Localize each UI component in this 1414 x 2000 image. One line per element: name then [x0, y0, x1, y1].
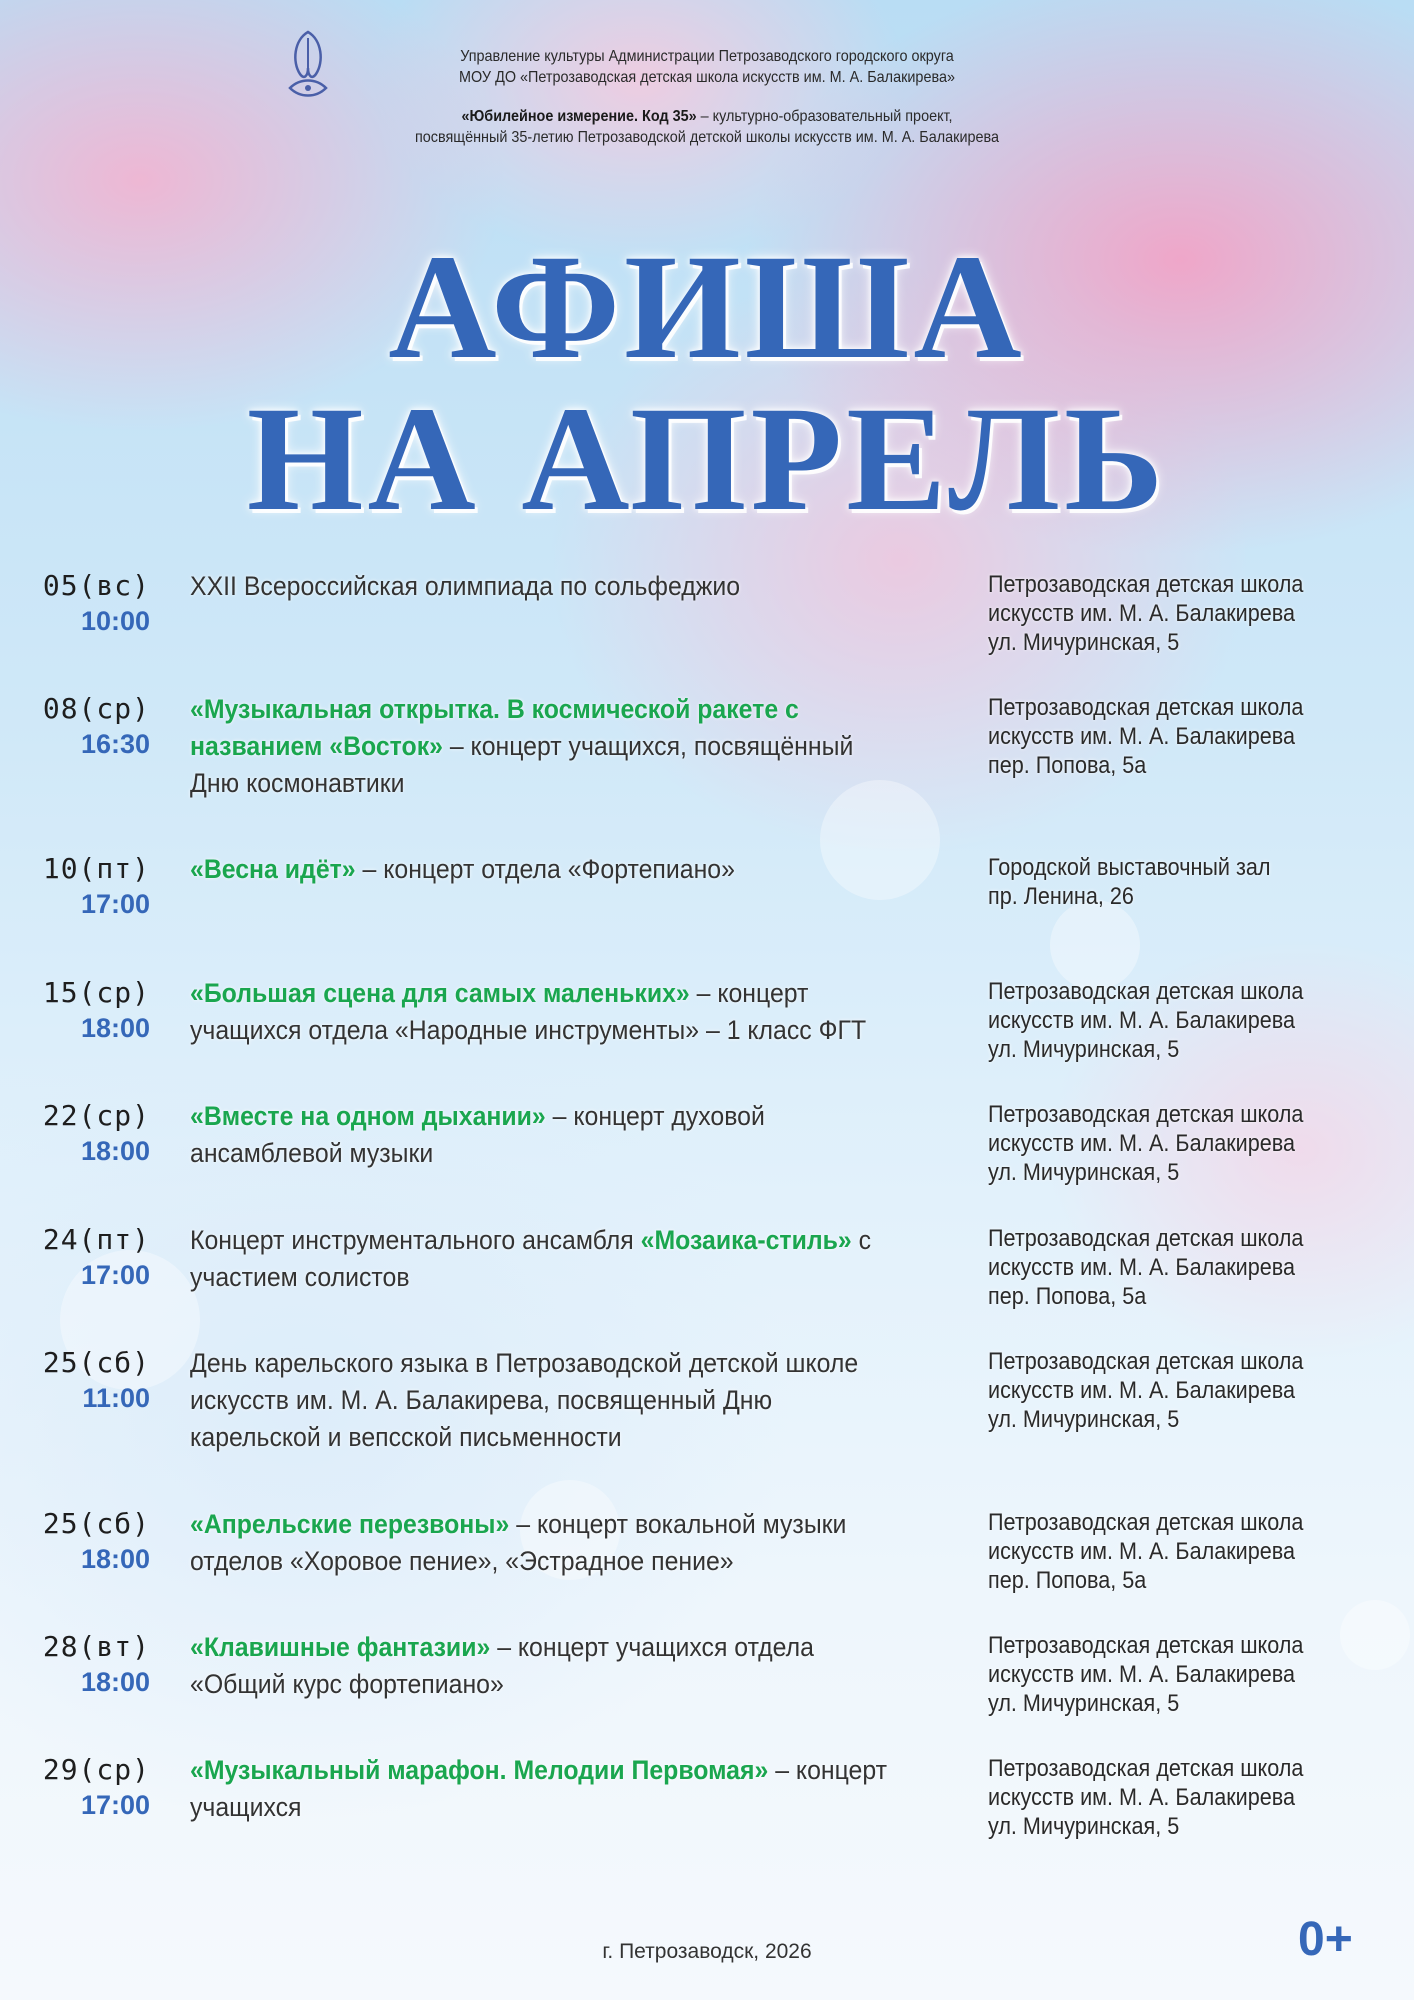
venue-line: искусств им. М. А. Балакирева	[988, 1130, 1295, 1157]
venue-line: Петрозаводская детская школа	[988, 1755, 1304, 1782]
event-datetime	[30, 851, 150, 921]
event-date: 24(пт)	[42, 1223, 150, 1256]
project-description: – культурно-образовательный проект,	[696, 108, 953, 125]
event-venue	[988, 1100, 1330, 1187]
event-venue	[988, 1224, 1330, 1311]
event-description	[190, 568, 889, 605]
event-description	[190, 1098, 889, 1172]
event-row	[0, 1222, 1414, 1322]
page-title-line-2: НА АПРЕЛЬ	[246, 376, 1168, 542]
event-title: «Мозаика-стиль»	[640, 1225, 852, 1255]
venue-line: искусств им. М. А. Балакирева	[988, 600, 1295, 627]
event-title: «Апрельские перезвоны»	[190, 1509, 510, 1539]
event-text: – концерт учащихся отдела «Народные инструменты» – 1 класс ФГТ	[190, 978, 867, 1045]
event-row	[0, 1506, 1414, 1606]
event-date: 25(сб)	[42, 1346, 150, 1379]
event-venue	[988, 1754, 1330, 1841]
venue-line: искусств им. М. А. Балакирева	[988, 1377, 1295, 1404]
event-time: 11:00	[82, 1383, 150, 1413]
event-datetime	[30, 1098, 150, 1168]
venue-line: Петрозаводская детская школа	[988, 1509, 1304, 1536]
project-line-2: посвящённый 35-летию Петрозаводской детской школы искусств им. М. А. Балакирева	[414, 129, 1000, 146]
venue-line: ул. Мичуринская, 5	[988, 1813, 1180, 1840]
venue-line: пер. Попова, 5а	[988, 1567, 1147, 1594]
event-description	[190, 975, 889, 1049]
venue-line: Городской выставочный зал	[988, 854, 1271, 881]
project-line-1	[71, 106, 1344, 127]
venue-line: искусств им. М. А. Балакирева	[988, 723, 1295, 750]
venue-line: пер. Попова, 5а	[988, 1283, 1147, 1310]
venue-line: Петрозаводская детская школа	[988, 1632, 1304, 1659]
event-row	[0, 1629, 1414, 1729]
event-description	[190, 1752, 889, 1826]
venue-line: Петрозаводская детская школа	[988, 978, 1304, 1005]
org-line-2: МОУ ДО «Петрозаводская детская школа искусств им. М. А. Балакирева»	[459, 69, 955, 86]
event-venue	[988, 977, 1330, 1064]
event-description	[190, 851, 889, 888]
event-date: 05(вс)	[42, 569, 150, 602]
event-row	[0, 975, 1414, 1075]
event-title: «Весна идёт»	[190, 854, 356, 884]
event-text: – концерт учащихся отдела «Общий курс фортепиано»	[190, 1632, 814, 1699]
event-datetime	[30, 691, 150, 761]
venue-line: Петрозаводская детская школа	[988, 571, 1304, 598]
event-venue	[988, 1631, 1330, 1718]
venue-line: пр. Ленина, 26	[988, 883, 1134, 910]
event-title: «Большая сцена для самых маленьких»	[190, 978, 690, 1008]
org-line-1: Управление культуры Администрации Петрозаводского городского округа	[460, 48, 954, 65]
event-title: «Музыкальная открытка. В космической ракете с названием «Восток»	[190, 694, 799, 761]
venue-line: искусств им. М. А. Балакирева	[988, 1661, 1295, 1688]
event-text: Концерт инструментального ансамбля	[190, 1225, 641, 1255]
event-venue	[988, 1347, 1330, 1434]
event-row	[0, 1752, 1414, 1852]
header	[0, 46, 1414, 148]
event-time: 17:00	[80, 889, 150, 919]
venue-line: Петрозаводская детская школа	[988, 1225, 1304, 1252]
event-date: 28(вт)	[42, 1630, 150, 1663]
venue-line: искусств им. М. А. Балакирева	[988, 1784, 1295, 1811]
event-time: 18:00	[80, 1013, 150, 1043]
venue-line: ул. Мичуринская, 5	[988, 1159, 1180, 1186]
event-time: 18:00	[80, 1667, 150, 1697]
venue-line: Петрозаводская детская школа	[988, 1101, 1304, 1128]
event-description	[190, 691, 889, 802]
event-venue	[988, 1508, 1330, 1595]
venue-line: искусств им. М. А. Балакирева	[988, 1254, 1295, 1281]
event-description	[190, 1506, 889, 1580]
project-name: «Юбилейное измерение. Код 35»	[461, 108, 697, 125]
event-text: – концерт учащихся, посвящённый Дню космонавтики	[190, 731, 854, 798]
event-date: 08(ср)	[42, 692, 150, 725]
venue-line: Петрозаводская детская школа	[988, 694, 1304, 721]
event-row	[0, 1345, 1414, 1452]
event-time: 10:00	[80, 606, 150, 636]
event-datetime	[30, 1629, 150, 1699]
event-description	[190, 1222, 889, 1296]
event-datetime	[30, 568, 150, 638]
event-datetime	[30, 975, 150, 1045]
venue-line: Петрозаводская детская школа	[988, 1348, 1304, 1375]
event-text: – концерт отдела «Фортепиано»	[355, 854, 735, 884]
event-title: «Вместе на одном дыхании»	[190, 1101, 546, 1131]
event-time: 17:00	[80, 1260, 150, 1290]
event-row	[0, 568, 1414, 668]
event-row	[0, 691, 1414, 798]
event-title: «Клавишные фантазии»	[190, 1632, 491, 1662]
event-date: 22(ср)	[42, 1099, 150, 1132]
event-datetime	[30, 1345, 150, 1415]
event-venue	[988, 693, 1330, 780]
event-text: День карельского языка в Петрозаводской детской школе искусств им. М. А. Балакирева, посвященный Дню карельской и вепсской письменности	[190, 1348, 859, 1452]
footer-city-year: г. Петрозаводск, 2026	[602, 1940, 812, 1963]
event-date: 15(ср)	[42, 976, 150, 1009]
event-time: 16:30	[80, 729, 150, 759]
venue-line: ул. Мичуринская, 5	[988, 1406, 1180, 1433]
venue-line: ул. Мичуринская, 5	[988, 629, 1180, 656]
venue-line: пер. Попова, 5а	[988, 752, 1147, 779]
event-text: – концерт вокальной музыки отделов «Хоровое пение», «Эстрадное пение»	[190, 1509, 847, 1576]
venue-line: искусств им. М. А. Балакирева	[988, 1007, 1295, 1034]
venue-line: искусств им. М. А. Балакирева	[988, 1538, 1295, 1565]
event-date: 25(сб)	[42, 1507, 150, 1540]
event-text: – концерт духовой ансамблевой музыки	[190, 1101, 765, 1168]
event-text: – концерт учащихся	[190, 1755, 888, 1822]
page-title-line-1: АФИША	[388, 224, 1026, 390]
event-date: 29(ср)	[42, 1753, 150, 1786]
event-description	[190, 1345, 889, 1456]
event-row	[0, 1098, 1414, 1198]
event-datetime	[30, 1222, 150, 1292]
event-datetime	[30, 1506, 150, 1576]
event-venue	[988, 570, 1330, 657]
age-rating-badge: 0+	[1298, 1913, 1353, 1966]
event-title: «Музыкальный марафон. Мелодии Первомая»	[190, 1755, 769, 1785]
venue-line: ул. Мичуринская, 5	[988, 1690, 1180, 1717]
venue-line: ул. Мичуринская, 5	[988, 1036, 1180, 1063]
event-row	[0, 851, 1414, 951]
event-text: с участием солистов	[190, 1225, 872, 1292]
event-text: XXII Всероссийская олимпиада по сольфеджио	[190, 571, 741, 601]
event-datetime	[30, 1752, 150, 1822]
event-description	[190, 1629, 889, 1703]
event-date: 10(пт)	[42, 852, 150, 885]
event-time: 17:00	[80, 1790, 150, 1820]
event-time: 18:00	[80, 1136, 150, 1166]
event-time: 18:00	[80, 1544, 150, 1574]
event-venue	[988, 853, 1330, 911]
